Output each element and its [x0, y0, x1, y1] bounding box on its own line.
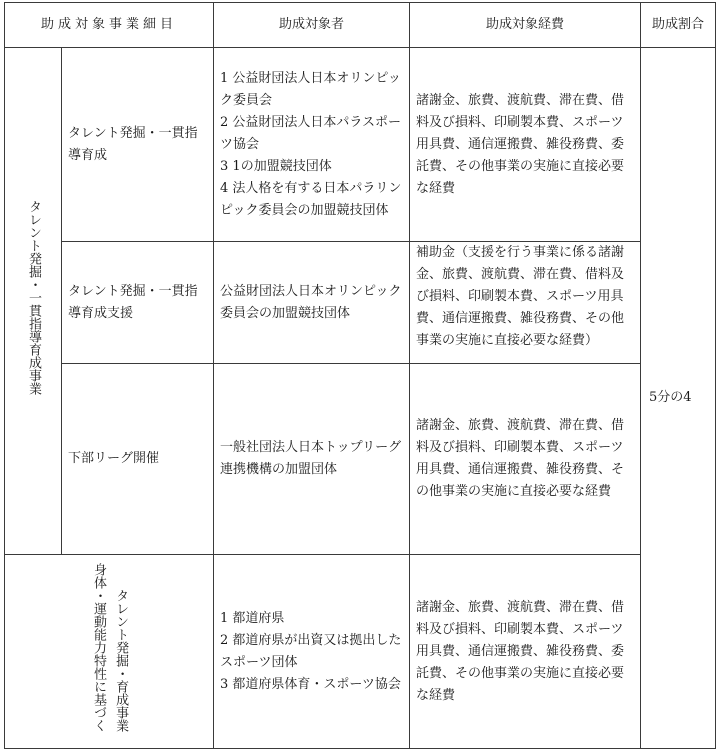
expenses-cell: 諸謝金、旅費、渡航費、滞在費、借料及び損料、印刷製本費、スポーツ用具費、通信運搬費、雑役務費、その他事業の実施に直接必要な経費 — [410, 364, 641, 555]
list-item: 1 公益財団法人日本オリンピック委員会 — [220, 70, 401, 108]
list-item: 2 公益財団法人日本パラスポーツ協会 — [220, 114, 402, 152]
expenses-cell: 諸謝金、旅費、渡航費、滞在費、借料及び損料、印刷製本費、スポーツ用具費、通信運搬費、雑役務費、委託費、その他事業の実施に直接必要な経費 — [410, 555, 641, 749]
header-ratio: 助成割合 — [641, 3, 716, 48]
group2-label-line2: タレント発掘・育成事業 — [113, 589, 129, 732]
list-item: 4 法人格を有する日本パラリンピック委員会の加盟競技団体 — [220, 180, 402, 218]
ratio-cell: 5分の4 — [641, 48, 716, 749]
recipients-cell — [214, 48, 410, 242]
list-item: 3 都道府県体育・スポーツ協会 — [220, 676, 401, 692]
table-row — [5, 364, 716, 555]
header-row — [5, 3, 716, 48]
subsidy-table — [4, 2, 716, 749]
table-row — [5, 555, 716, 749]
expenses-cell: 諸謝金、旅費、渡航費、滞在費、借料及び損料、印刷製本費、スポーツ用具費、通信運搬費、雑役務費、委託費、その他事業の実施に直接必要な経費 — [410, 48, 641, 242]
recipients-cell: 公益財団法人日本オリンピック委員会の加盟競技団体 — [214, 242, 410, 364]
table-row — [5, 242, 716, 364]
header-business-item: 助成対象事業細目 — [5, 3, 214, 48]
header-recipients: 助成対象者 — [214, 3, 410, 48]
table-row — [5, 48, 716, 242]
group2-label-cell — [5, 555, 214, 749]
list-item: 2 都道府県が出資又は拠出したスポーツ団体 — [220, 632, 402, 670]
subcategory-lower-league: 下部リーグ開催 — [62, 364, 214, 555]
subcategory-talent-development: タレント発掘・一貫指導育成 — [62, 48, 214, 242]
subcategory-talent-support: タレント発掘・一貫指導育成支援 — [62, 242, 214, 364]
list-item: 1 都道府県 — [220, 610, 285, 626]
group1-label: タレント発掘・一貫指導育成事業 — [26, 199, 41, 395]
header-expenses: 助成対象経費 — [410, 3, 641, 48]
recipients-cell — [214, 555, 410, 749]
group1-label-cell — [5, 48, 62, 555]
list-item: 3 1の加盟競技団体 — [220, 158, 332, 174]
group2-label-line1: 身体・運動能力特性に基づく — [90, 563, 106, 732]
recipients-cell: 一般社団法人日本トップリーグ連携機構の加盟団体 — [214, 364, 410, 555]
expenses-cell: 補助金（支援を行う事業に係る諸謝金、旅費、渡航費、滞在費、借料及び損料、印刷製本費、スポーツ用具費、通信運搬費、雑役務費、その他事業の実施に直接必要な経費） — [410, 242, 641, 364]
